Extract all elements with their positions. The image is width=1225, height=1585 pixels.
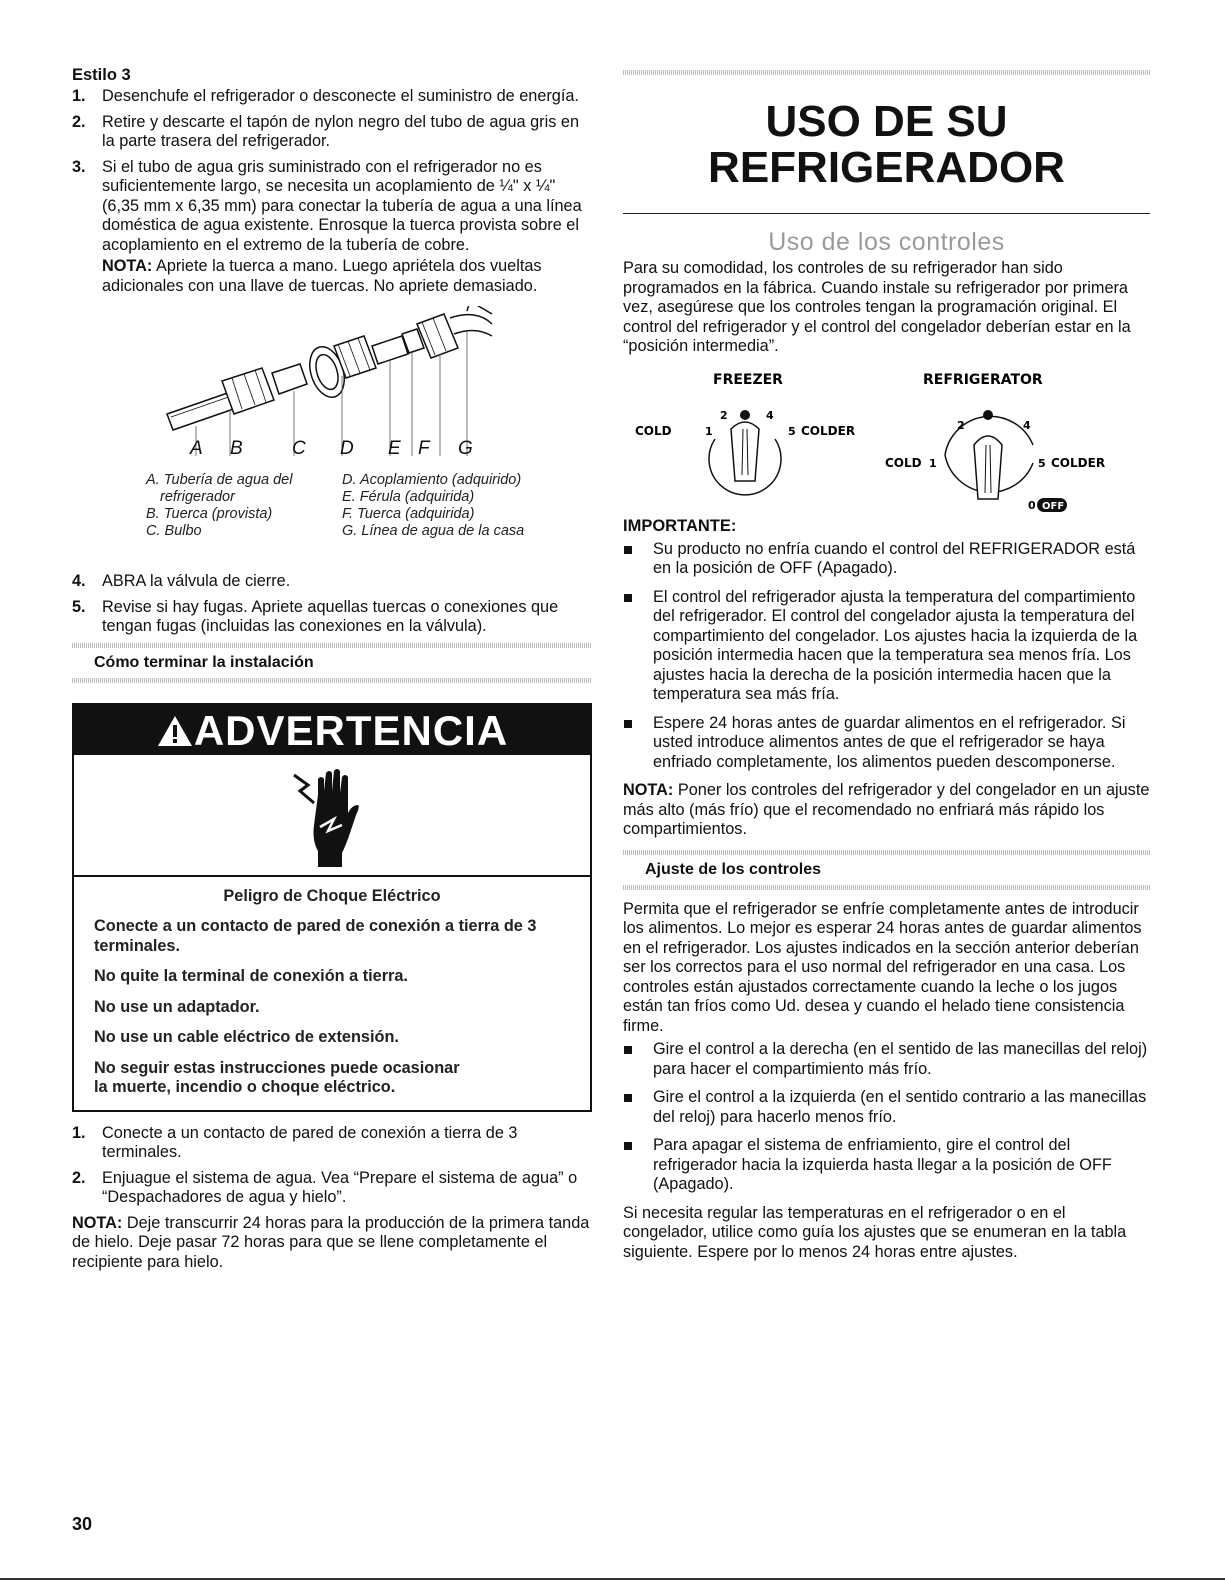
diagram-label: A bbox=[190, 438, 203, 459]
note-text: Apriete la tuerca a mano. Luego apriétela dos vueltas adicionales con una llave de tuercas. No apriete demasiado. bbox=[102, 257, 542, 295]
bullet-text: El control del refrigerador ajusta la temperatura del compartimiento del refrigerador. El control del congelador ajusta la temperatura del compartimiento del congelador. Los ajustes hacia la izquierda de la posición intermedia hacen que la temperatura sea menos fría. Los ajustes hacia la derecha de la posición intermedia hacen que la temperatura sea más fría. bbox=[653, 587, 1138, 703]
diagram-label: G bbox=[458, 438, 473, 459]
freezer-label: FREEZER bbox=[713, 371, 783, 388]
paragraph: Si necesita regular las temperaturas en el refrigerador o en el congelador, utilice como guía los ajustes que se enumeran en la tabla siguiente. Espere por lo menos 24 horas entre ajustes. bbox=[623, 1203, 1127, 1261]
page-title-line: USO DE SU bbox=[765, 97, 1008, 146]
list-item bbox=[623, 588, 1150, 705]
note-text: Poner los controles del refrigerador y del congelador en un ajuste más alto (más frío) que el recomendado no enfriará más rápido los compartimientos. bbox=[623, 781, 1150, 838]
dial-number: 4 bbox=[766, 408, 774, 422]
legend-item: C. Bulbo bbox=[146, 523, 202, 539]
steps-list-2 bbox=[72, 572, 592, 637]
step-number: 1. bbox=[72, 87, 86, 105]
off-badge: OFF bbox=[1042, 500, 1065, 512]
warning-line: Conecte a un contacto de pared de conexión a tierra de 3 terminales. bbox=[94, 917, 537, 955]
dial-number: 5 bbox=[1038, 456, 1046, 470]
freezer-dial bbox=[635, 409, 855, 495]
warning-line: No quite la terminal de conexión a tierra. bbox=[94, 967, 408, 985]
dials-illustration bbox=[623, 357, 1150, 517]
colder-label: COLDER bbox=[1051, 455, 1106, 470]
dial-number: 1 bbox=[705, 424, 713, 438]
electric-shock-hand-icon bbox=[290, 761, 370, 871]
note-label: NOTA: bbox=[72, 1213, 123, 1232]
legend-item: refrigerador bbox=[160, 489, 235, 505]
diagram-label: C bbox=[292, 438, 306, 459]
warning-line: No use un cable eléctrico de extensión. bbox=[94, 1028, 399, 1046]
control-dials bbox=[623, 357, 1150, 517]
legend-item: G. Línea de agua de la casa bbox=[342, 523, 525, 539]
paragraph: Permita que el refrigerador se enfríe completamente antes de introducir los alimentos. Lo mejor es esperar 24 horas antes de guardar alimentos en el refrigerador. Los ajustes indicados en la sección anterior deberían ser los correctos para el uso normal del refrigerador en una casa. Los controles están ajustados correctamente cuando la leche o los jugos están tan fríos como Ud. desea y cuando el helado tiene consistencia firme. bbox=[623, 899, 1142, 1035]
diagram-label: B bbox=[230, 438, 243, 459]
cold-label: COLD bbox=[885, 455, 922, 470]
dial-number: 2 bbox=[720, 408, 728, 422]
important-list bbox=[623, 540, 1150, 773]
warning-consequence-line: No seguir estas instrucciones puede ocasionar bbox=[94, 1058, 460, 1077]
cold-label: COLD bbox=[635, 423, 672, 438]
step-number: 5. bbox=[72, 597, 86, 616]
bullet-text: Gire el control a la izquierda (en el sentido contrario a las manecillas del reloj) para hacerlo menos frío. bbox=[653, 1088, 1147, 1126]
refrigerator-dial bbox=[885, 410, 1105, 512]
step-text: Retire y descarte el tapón de nylon negro del tubo de agua gris en la parte trasera del refrigerador. bbox=[102, 112, 579, 150]
warning-body bbox=[74, 877, 590, 1110]
danger-label: Peligro de Choque Eléctrico bbox=[223, 886, 441, 905]
warning-consequence-line: la muerte, incendio o choque eléctrico. bbox=[94, 1078, 396, 1096]
list-item bbox=[623, 1136, 1150, 1195]
step-text: ABRA la válvula de cierre. bbox=[102, 572, 291, 590]
warning-header bbox=[74, 705, 590, 755]
bullet-text: Espere 24 horas antes de guardar alimentos en el refrigerador. Si usted introduce alimentos antes de que el refrigerador se haya enfriado completamente, los alimentos pueden descomponerse. bbox=[653, 713, 1126, 771]
legend-item: B. Tuerca (provista) bbox=[146, 506, 273, 522]
step-number: 3. bbox=[72, 157, 86, 176]
bullet-icon bbox=[624, 720, 632, 728]
step-text: Conecte a un contacto de pared de conexión a tierra de 3 terminales. bbox=[102, 1123, 518, 1161]
warning-triangle-icon bbox=[156, 714, 194, 748]
diagram-label: F bbox=[418, 438, 430, 459]
bullet-icon bbox=[624, 546, 632, 554]
legend-item: D. Acoplamiento (adquirido) bbox=[342, 472, 522, 488]
warning-line: No use un adaptador. bbox=[94, 997, 260, 1016]
intro-paragraph: Para su comodidad, los controles de su refrigerador han sido programados en la fábrica. Cuando instale su refrigerador por primera vez, asegúrese que los controles tengan la programación original. El control del refrigerador y el control del congelador deberían estar en la “posición intermedia”. bbox=[623, 259, 1131, 355]
list-item bbox=[72, 87, 592, 107]
diagram-legend bbox=[72, 472, 592, 562]
dial-number: 1 bbox=[929, 456, 937, 470]
list-item bbox=[623, 540, 1150, 579]
page-number: 30 bbox=[72, 1514, 93, 1534]
bottom-rule bbox=[0, 1578, 1225, 1580]
step-number: 4. bbox=[72, 572, 86, 590]
legend-item: A. Tubería de agua del bbox=[146, 472, 293, 488]
step-text: Si el tubo de agua gris suministrado con el refrigerador no es suficientemente largo, se necesita un acoplamiento de ¼" x ¼" (6,35 mm x 6,35 mm) para conectar la tubería de agua a una línea doméstica de agua existente. Enrosque la tuerca provista sobre el acoplamiento en el extremo de la tubería de cobre. bbox=[102, 157, 582, 254]
colder-label: COLDER bbox=[801, 423, 856, 438]
step-number: 2. bbox=[72, 112, 86, 131]
note-label: NOTA: bbox=[623, 781, 674, 799]
dial-number: 2 bbox=[957, 418, 965, 432]
diagram-label: E bbox=[388, 438, 401, 459]
left-column bbox=[72, 66, 592, 1272]
bullet-icon bbox=[624, 1046, 632, 1054]
bullet-text: Para apagar el sistema de enfriamiento, gire el control del refrigerador hacia la izquierda hasta llegar a la posición de OFF (Apagado). bbox=[653, 1136, 1112, 1193]
step-text: Desenchufe el refrigerador o desconecte el suministro de energía. bbox=[102, 87, 579, 105]
note bbox=[72, 257, 592, 296]
warning-title: ADVERTENCIA bbox=[193, 706, 509, 754]
warning-box bbox=[72, 703, 592, 1112]
shock-hazard-graphic bbox=[74, 759, 590, 877]
step-number: 1. bbox=[72, 1123, 86, 1142]
note bbox=[623, 781, 1150, 840]
list-item bbox=[72, 1169, 592, 1208]
legend-column-right bbox=[342, 472, 524, 540]
note-text: Deje transcurrir 24 horas para la producción de la primera tanda de hielo. Deje pasar 72 horas para que se llene completamente el recipiente para hielo. bbox=[72, 1213, 590, 1271]
section-heading: Estilo 3 bbox=[72, 66, 131, 84]
page-title bbox=[623, 99, 1150, 191]
list-item bbox=[72, 572, 592, 592]
coupling-illustration bbox=[72, 306, 592, 466]
bullet-icon bbox=[624, 1094, 632, 1102]
list-item bbox=[72, 113, 592, 152]
list-item bbox=[72, 598, 592, 637]
right-column bbox=[623, 66, 1150, 1262]
divider bbox=[623, 213, 1150, 214]
bullet-text: Su producto no enfría cuando el control del REFRIGERADOR está en la posición de OFF (Apagado). bbox=[653, 539, 1136, 577]
subsection-heading: Ajuste de los controles bbox=[645, 860, 822, 878]
diagram-label: D bbox=[340, 438, 354, 459]
steps-list-1 bbox=[72, 87, 592, 255]
subsection-heading: Cómo terminar la instalación bbox=[94, 653, 314, 671]
dial-number: 0 bbox=[1028, 498, 1036, 512]
divider bbox=[623, 70, 1150, 75]
note-label: NOTA: bbox=[102, 257, 153, 275]
step-number: 2. bbox=[72, 1168, 86, 1187]
list-item bbox=[623, 714, 1150, 773]
list-item bbox=[72, 1124, 592, 1163]
step-text: Enjuague el sistema de agua. Vea “Prepare el sistema de agua” o “Despachadores de agua y hielo”. bbox=[102, 1168, 578, 1206]
dial-number: 4 bbox=[1023, 418, 1031, 432]
note bbox=[72, 1214, 592, 1273]
steps-list-3 bbox=[72, 1124, 592, 1208]
divider bbox=[623, 885, 1150, 890]
page-title-line: REFRIGERADOR bbox=[708, 143, 1065, 192]
dial-number: 5 bbox=[788, 424, 796, 438]
bullet-text: Gire el control a la derecha (en el sentido de las manecillas del reloj) para hacer el compartimiento más frío. bbox=[653, 1040, 1148, 1078]
adjust-list bbox=[623, 1040, 1150, 1195]
legend-column-left bbox=[146, 472, 292, 540]
list-item bbox=[72, 158, 592, 256]
legend-item: E. Férula (adquirida) bbox=[342, 489, 475, 505]
water-line-diagram bbox=[72, 306, 592, 466]
divider bbox=[72, 678, 592, 683]
legend-item: F. Tuerca (adquirida) bbox=[342, 506, 475, 522]
step-text: Revise si hay fugas. Apriete aquellas tuercas o conexiones que tengan fugas (incluidas las conexiones en la válvula). bbox=[102, 597, 559, 635]
warning-consequence bbox=[94, 1059, 570, 1098]
list-item bbox=[623, 1088, 1150, 1127]
list-item bbox=[623, 1040, 1150, 1079]
refrigerator-label: REFRIGERATOR bbox=[923, 371, 1043, 388]
important-label: IMPORTANTE: bbox=[623, 516, 737, 535]
bullet-icon bbox=[624, 1142, 632, 1150]
bullet-icon bbox=[624, 594, 632, 602]
section-title: Uso de los controles bbox=[768, 228, 1005, 256]
